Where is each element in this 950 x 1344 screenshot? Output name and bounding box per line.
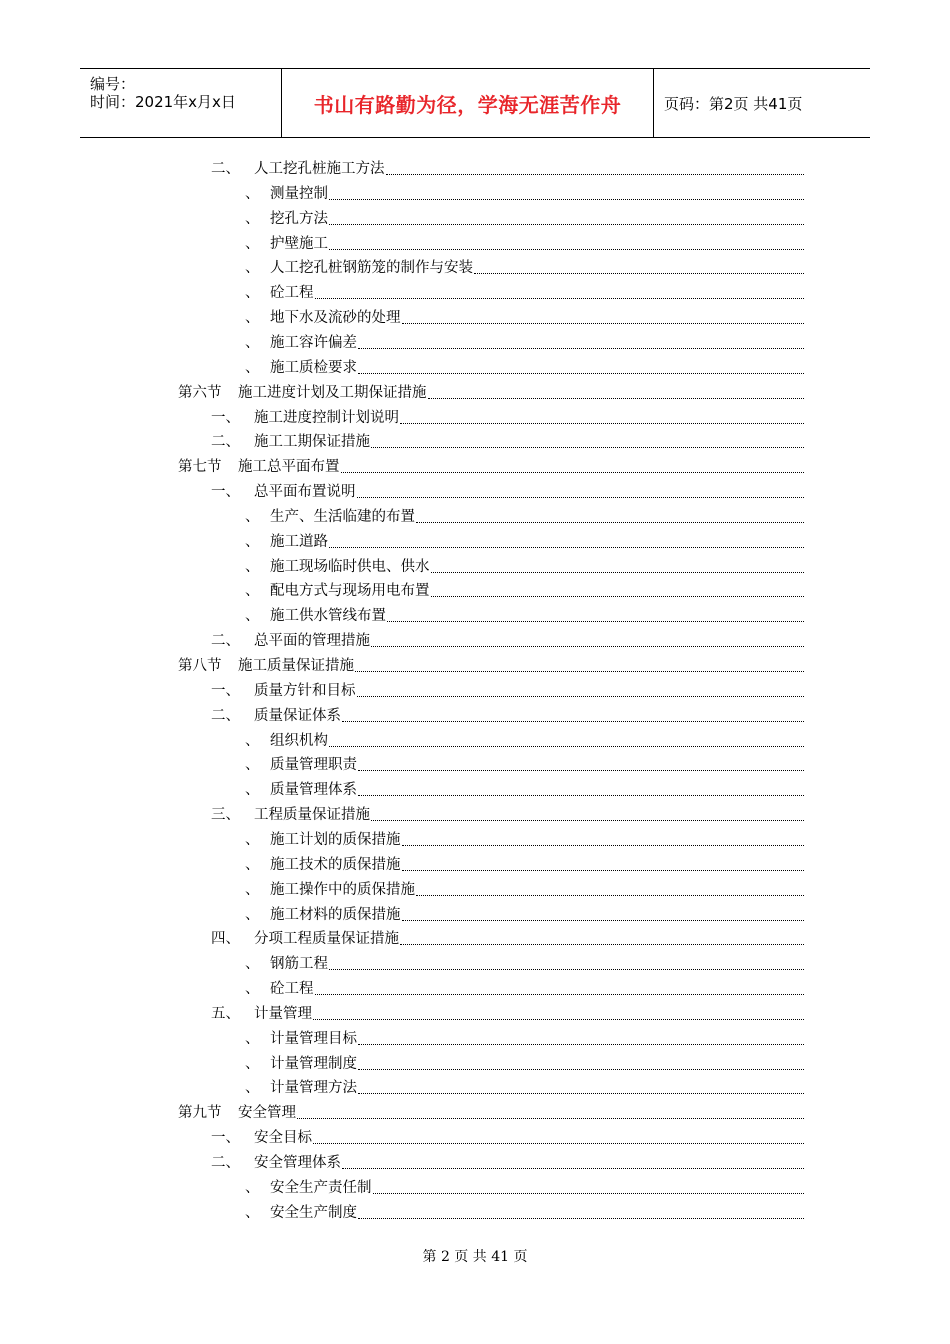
toc-entry-title: 施工进度计划及工期保证措施 (238, 384, 427, 401)
toc-entry[interactable] (211, 1004, 804, 1024)
toc-entry[interactable] (245, 557, 804, 577)
toc-dot-leader (400, 944, 804, 945)
toc-entry-number: 、 (245, 757, 260, 774)
toc-dot-leader (341, 472, 805, 473)
toc-entry-title: 安全管理 (238, 1105, 296, 1122)
toc-entry-number: 一、 (211, 682, 240, 699)
toc-entry[interactable] (245, 308, 804, 328)
toc-entry-title: 施工道路 (270, 533, 328, 550)
toc-entry-title: 人工挖孔桩施工方法 (254, 161, 385, 177)
toc-entry[interactable] (211, 681, 804, 701)
toc-entry[interactable] (211, 159, 804, 179)
toc-dot-leader (416, 895, 804, 896)
toc-entry-number: 第八节 (178, 658, 222, 674)
toc-entry[interactable] (245, 283, 804, 303)
toc-entry-number: 二、 (211, 707, 240, 724)
header-page-cell (654, 69, 870, 137)
toc-entry-title: 质量管理职责 (270, 757, 357, 774)
code-label: 编号： (90, 75, 136, 93)
toc-entry-title: 施工材料的质保措施 (270, 906, 401, 923)
toc-dot-leader (400, 423, 804, 424)
toc-entry[interactable] (245, 780, 804, 800)
toc-entry-number: 、 (245, 956, 260, 973)
toc-entry[interactable] (211, 408, 804, 428)
page-info: 页码：第2页 共41页 (664, 94, 803, 113)
toc-entry-number: 、 (245, 210, 260, 227)
toc-entry[interactable] (245, 979, 804, 999)
toc-entry-title: 总平面布置说明 (254, 484, 356, 501)
header-motto-cell (282, 69, 654, 137)
toc-dot-leader (329, 547, 804, 548)
toc-dot-leader (428, 398, 805, 399)
toc-entry-number: 、 (245, 782, 260, 799)
toc-entry[interactable] (211, 805, 804, 825)
toc-entry[interactable] (245, 1178, 804, 1198)
toc-entry-title: 施工工期保证措施 (254, 434, 370, 451)
toc-dot-leader (387, 621, 804, 622)
toc-entry-number: 一、 (211, 1130, 240, 1147)
toc-entry[interactable] (211, 706, 804, 726)
toc-entry[interactable] (245, 755, 804, 775)
toc-dot-leader (357, 696, 805, 697)
toc-entry-title: 分项工程质量保证措施 (254, 931, 399, 948)
toc-entry-number: 、 (245, 334, 260, 351)
toc-entry-number: 二、 (211, 633, 240, 650)
toc-dot-leader (329, 249, 804, 250)
toc-entry-title: 组织机构 (270, 732, 328, 749)
toc-entry-title: 安全管理体系 (254, 1155, 341, 1171)
toc-entry-title: 施工质检要求 (270, 359, 357, 376)
toc-entry-title: 护壁施工 (270, 235, 328, 252)
toc-entry[interactable] (178, 457, 804, 477)
toc-entry-title: 施工技术的质保措施 (270, 856, 401, 873)
toc-entry-number: 、 (245, 1080, 260, 1097)
toc-entry-title: 施工操作中的质保措施 (270, 881, 415, 898)
toc-entry[interactable] (245, 581, 804, 601)
toc-entry[interactable] (245, 830, 804, 850)
toc-entry-title: 计量管理方法 (270, 1080, 357, 1097)
toc-entry[interactable] (211, 631, 804, 651)
toc-entry[interactable] (245, 358, 804, 378)
toc-entry-title: 施工进度控制计划说明 (254, 409, 399, 426)
toc-entry-title: 计量管理制度 (270, 1055, 357, 1072)
toc-entry-number: 、 (245, 608, 260, 625)
toc-entry-number: 、 (245, 1055, 260, 1072)
toc-entry-title: 生产、生活临建的布置 (270, 508, 415, 525)
toc-dot-leader (342, 721, 804, 722)
toc-dot-leader (402, 920, 805, 921)
toc-entry-title: 安全生产制度 (270, 1204, 357, 1221)
toc-entry[interactable] (178, 1103, 804, 1123)
toc-entry-number: 、 (245, 856, 260, 873)
toc-entry[interactable] (211, 1153, 804, 1173)
toc-entry-number: 、 (245, 508, 260, 525)
toc-entry-number: 、 (245, 1179, 260, 1196)
toc-entry[interactable] (245, 184, 804, 204)
toc-dot-leader (358, 795, 804, 796)
toc-dot-leader (358, 1069, 804, 1070)
toc-entry[interactable] (245, 1029, 804, 1049)
toc-dot-leader (358, 373, 804, 374)
toc-entry-number: 二、 (211, 161, 240, 177)
toc-dot-leader (431, 596, 805, 597)
toc-entry[interactable] (245, 880, 804, 900)
toc-dot-leader (315, 298, 805, 299)
toc-entry-number: 第六节 (178, 384, 222, 401)
toc-entry-title: 施工计划的质保措施 (270, 831, 401, 848)
toc-dot-leader (358, 1218, 804, 1219)
toc-dot-leader (371, 820, 804, 821)
toc-dot-leader (342, 1168, 804, 1169)
toc-entry[interactable] (245, 855, 804, 875)
toc-entry-number: 第七节 (178, 459, 222, 476)
toc-entry-title: 人工挖孔桩钢筋笼的制作与安装 (270, 260, 473, 277)
toc-entry[interactable] (245, 234, 804, 254)
toc-dot-leader (371, 646, 804, 647)
toc-dot-leader (474, 273, 804, 274)
toc-dot-leader (358, 1093, 804, 1094)
toc-entry[interactable] (178, 656, 804, 676)
toc-entry-number: 、 (245, 235, 260, 252)
header-meta-cell (80, 69, 282, 137)
toc-entry-title: 工程质量保证措施 (254, 807, 370, 824)
toc-entry-number: 四、 (211, 931, 240, 948)
toc-entry-number: 、 (245, 583, 260, 600)
motto-text: 书山有路勤为径，学海无涯苦作舟 (313, 92, 622, 117)
toc-entry-title: 砼工程 (270, 981, 314, 998)
toc-entry[interactable] (211, 929, 804, 949)
toc-entry-number: 、 (245, 831, 260, 848)
toc-entry-number: 一、 (211, 484, 240, 501)
toc-entry[interactable] (245, 954, 804, 974)
toc-entry-title: 地下水及流砂的处理 (270, 310, 401, 327)
toc-entry-title: 安全目标 (254, 1130, 312, 1147)
toc-entry[interactable] (245, 1054, 804, 1074)
page-footer: 第 2 页 共 41 页 (422, 1249, 528, 1265)
toc-dot-leader (355, 671, 804, 672)
toc-entry-number: 第九节 (178, 1105, 222, 1122)
toc-entry-title: 配电方式与现场用电布置 (270, 583, 430, 600)
toc-entry-title: 施工容许偏差 (270, 334, 357, 351)
toc-entry-title: 测量控制 (270, 185, 328, 202)
toc-dot-leader (329, 969, 804, 970)
toc-entry-title: 砼工程 (270, 285, 314, 302)
toc-dot-leader (329, 746, 804, 747)
time-label: 时间：2021年x月x日 (90, 93, 236, 111)
toc-entry[interactable] (211, 1128, 804, 1148)
toc-entry[interactable] (245, 905, 804, 925)
toc-dot-leader (416, 522, 804, 523)
toc-entry[interactable] (245, 507, 804, 527)
toc-entry-title: 计量管理 (254, 1005, 312, 1022)
toc-entry-number: 、 (245, 359, 260, 376)
toc-entry-number: 一、 (211, 409, 240, 426)
toc-dot-leader (358, 348, 804, 349)
toc-entry-title: 计量管理目标 (270, 1030, 357, 1047)
toc-dot-leader (313, 1143, 804, 1144)
toc-entry-number: 三、 (211, 807, 240, 824)
toc-entry-title: 质量保证体系 (254, 707, 341, 724)
toc-entry-number: 二、 (211, 1155, 240, 1171)
toc-entry-title: 安全生产责任制 (270, 1179, 372, 1196)
toc-entry[interactable] (245, 209, 804, 229)
toc-entry-number: 、 (245, 310, 260, 327)
toc-dot-leader (373, 1193, 805, 1194)
toc-entry-number: 、 (245, 906, 260, 923)
toc-entry-number: 、 (245, 881, 260, 898)
toc-entry-number: 、 (245, 732, 260, 749)
toc-entry-number: 、 (245, 260, 260, 277)
toc-entry-title: 施工质量保证措施 (238, 658, 354, 674)
toc-entry[interactable] (211, 482, 804, 502)
toc-entry-number: 、 (245, 185, 260, 202)
toc-entry[interactable] (245, 606, 804, 626)
toc-entry-title: 质量方针和目标 (254, 682, 356, 699)
toc-entry-title: 施工总平面布置 (238, 459, 340, 476)
toc-dot-leader (358, 1044, 804, 1045)
toc-dot-leader (371, 447, 804, 448)
toc-entry[interactable] (178, 383, 804, 403)
toc-entry-number: 、 (245, 533, 260, 550)
toc-entry-title: 挖孔方法 (270, 210, 328, 227)
toc-dot-leader (431, 572, 805, 573)
toc-entry[interactable] (245, 532, 804, 552)
toc-entry-title: 施工供水管线布置 (270, 608, 386, 625)
toc-dot-leader (357, 497, 805, 498)
toc-entry[interactable] (245, 1078, 804, 1098)
toc-entry-title: 质量管理体系 (270, 782, 357, 799)
toc-dot-leader (329, 224, 804, 225)
toc-dot-leader (402, 845, 805, 846)
toc-entry-title: 施工现场临时供电、供水 (270, 558, 430, 575)
toc-entry-number: 、 (245, 285, 260, 302)
toc-dot-leader (297, 1118, 804, 1119)
toc-entry-title: 总平面的管理措施 (254, 633, 370, 650)
toc-dot-leader (358, 770, 804, 771)
toc-entry-number: 二、 (211, 434, 240, 451)
toc-dot-leader (402, 870, 805, 871)
toc-dot-leader (313, 1019, 804, 1020)
toc-entry-number: 、 (245, 1030, 260, 1047)
toc-entry[interactable] (245, 333, 804, 353)
toc-entry[interactable] (245, 258, 804, 278)
toc-dot-leader (386, 174, 805, 175)
toc-entry-number: 、 (245, 558, 260, 575)
page-header (80, 68, 870, 138)
toc-entry-number: 、 (245, 981, 260, 998)
toc-entry-number: 、 (245, 1204, 260, 1221)
toc-entry-title: 钢筋工程 (270, 956, 328, 973)
toc-entry[interactable] (245, 731, 804, 751)
toc-dot-leader (402, 323, 805, 324)
toc-entry-number: 五、 (211, 1005, 240, 1022)
toc-dot-leader (329, 199, 804, 200)
toc-dot-leader (315, 994, 805, 995)
toc-entry[interactable] (245, 1203, 804, 1223)
toc-entry[interactable] (211, 432, 804, 452)
